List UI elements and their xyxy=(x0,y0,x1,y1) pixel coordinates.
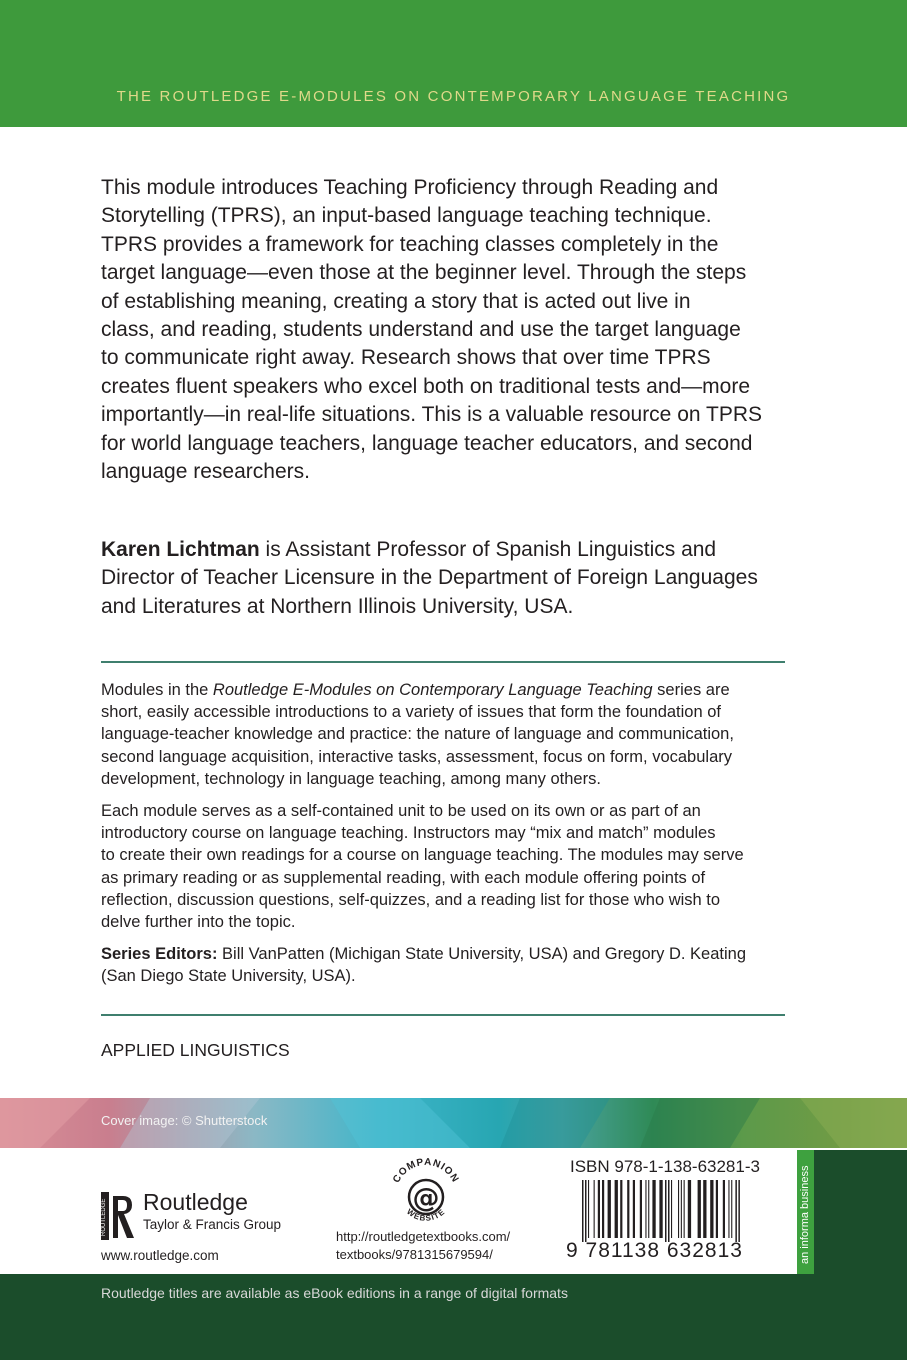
series-name-italic: Routledge E-Modules on Contemporary Language Teaching xyxy=(212,681,653,699)
series-line: reflection, discussion questions, self-quizzes, and a reading list for those who wish to xyxy=(101,890,721,909)
barcode-bar xyxy=(688,1180,691,1238)
barcode-bar xyxy=(633,1180,635,1238)
barcode-bar xyxy=(716,1180,718,1238)
subject-category: APPLIED LINGUISTICS xyxy=(101,1040,290,1060)
barcode-bar xyxy=(728,1180,729,1238)
companion-url[interactable] xyxy=(336,1228,510,1264)
blurb-line: This module introduces Teaching Proficiency through Reading and xyxy=(101,176,719,199)
barcode-bar xyxy=(731,1180,732,1238)
barcode-bar xyxy=(710,1180,713,1238)
blurb-line: creates fluent speakers who excel both on traditional tests and—more xyxy=(101,374,751,398)
barcode-bar xyxy=(668,1180,670,1242)
barcode-digits: 9 781138 632813 xyxy=(566,1239,743,1262)
companion-url-line: textbooks/9781315679594/ xyxy=(336,1247,493,1262)
series-line: language-teacher knowledge and practice: the nature of language and communication, xyxy=(101,725,734,744)
series-line: Each module serves as a self-contained unit to be used on its own or as part of an xyxy=(101,802,701,821)
divider-rule xyxy=(101,1014,785,1016)
companion-website-badge xyxy=(386,1157,466,1229)
barcode-bar xyxy=(615,1180,618,1238)
series-editors xyxy=(101,943,801,987)
publisher-url[interactable]: www.routledge.com xyxy=(101,1248,219,1263)
author-line xyxy=(101,536,801,564)
blurb-line: of establishing meaning, creating a story that is acted out live in xyxy=(101,289,691,313)
barcode-bar xyxy=(659,1180,662,1238)
blurb-line: language researchers. xyxy=(101,460,310,484)
series-line: second language acquisition, interactive tasks, assessment, focus on form, vocabulary xyxy=(101,747,732,766)
routledge-r-icon xyxy=(101,1192,135,1240)
blurb-line: for world language teachers, language teacher educators, and second xyxy=(101,431,753,455)
barcode-bar xyxy=(598,1180,600,1238)
author-line-text: is Assistant Professor of Spanish Linguistics and xyxy=(259,538,717,561)
barcode-bar xyxy=(681,1180,682,1238)
author-line: and Literatures at Northern Illinois University, USA. xyxy=(101,594,574,618)
author-bio xyxy=(101,536,801,621)
series-line: delve further into the topic. xyxy=(101,913,296,932)
logo-vertical-text: ROUTLEDGE xyxy=(101,1198,107,1236)
series-line xyxy=(101,679,801,701)
series-title: THE ROUTLEDGE E-MODULES ON CONTEMPORARY LANGUAGE TEACHING xyxy=(116,88,791,105)
blurb-line: TPRS provides a framework for teaching classes completely in the xyxy=(101,232,719,256)
barcode-bar xyxy=(640,1180,642,1238)
barcode-bar xyxy=(620,1180,622,1238)
series-line: development, technology in language teaching, among many others. xyxy=(101,769,601,788)
isbn-label: ISBN 978-1-138-63281-3 xyxy=(570,1157,760,1176)
series-line: as primary reading or as supplemental reading, with each module offering points of xyxy=(101,868,706,887)
barcode-bar xyxy=(594,1180,595,1238)
informa-business-text: an informa business xyxy=(799,1165,811,1264)
series-line-text: series are xyxy=(652,681,730,699)
blurb-line: importantly—in real-life situations. This is a valuable resource on TPRS xyxy=(101,403,763,427)
barcode-bar xyxy=(608,1180,611,1238)
barcode-bar xyxy=(582,1180,584,1242)
editors-text: Bill VanPatten (Michigan State University, USA) and Gregory D. Keating xyxy=(217,945,747,964)
at-symbol-icon: @ xyxy=(412,1183,440,1214)
top-header-band xyxy=(0,0,907,127)
series-paragraph xyxy=(101,800,801,933)
barcode-bar xyxy=(671,1180,672,1238)
barcode-bar xyxy=(645,1180,646,1238)
companion-top-text: COMPANION xyxy=(391,1157,461,1185)
barcode-bar xyxy=(652,1180,655,1238)
barcode-bar xyxy=(698,1180,701,1238)
publisher-name: Routledge xyxy=(143,1189,248,1215)
barcode-bar xyxy=(665,1180,667,1242)
cover-image-credit: Cover image: © Shutterstock xyxy=(101,1113,268,1128)
routledge-logo xyxy=(101,1189,321,1242)
series-paragraph xyxy=(101,679,801,790)
blurb-line: target language—even those at the beginner level. Through the steps xyxy=(101,261,747,285)
barcode-bar xyxy=(602,1180,604,1238)
publisher-group: Taylor & Francis Group xyxy=(143,1217,282,1232)
barcode-bar xyxy=(585,1180,587,1242)
barcode-bar xyxy=(684,1180,685,1238)
series-line-text: Modules in the xyxy=(101,681,213,699)
companion-bottom-text: WEBSITE xyxy=(405,1207,447,1223)
barcode-bar xyxy=(648,1180,649,1238)
blurb-line: class, and reading, students understand and use the target language xyxy=(101,318,741,342)
series-description xyxy=(101,679,801,998)
editors-label: Series Editors: xyxy=(101,945,218,964)
barcode-bar xyxy=(678,1180,679,1238)
editors-line: (San Diego State University, USA). xyxy=(101,967,356,986)
author-line: Director of Teacher Licensure in the Department of Foreign Languages xyxy=(101,566,758,590)
barcode-bar xyxy=(723,1180,725,1238)
blurb-line: to communicate right away. Research shows that over time TPRS xyxy=(101,346,711,370)
series-line: introductory course on language teaching. Instructors may “mix and match” modules xyxy=(101,824,716,843)
author-name: Karen Lichtman xyxy=(101,538,260,561)
series-line: short, easily accessible introductions to a variety of issues that form the foundation of xyxy=(101,703,721,722)
editors-line xyxy=(101,943,801,965)
barcode-bar xyxy=(738,1180,740,1242)
barcode-bar xyxy=(588,1180,589,1238)
blurb-line: Storytelling (TPRS), an input-based language teaching technique. xyxy=(101,204,712,228)
companion-url-line: http://routledgetextbooks.com/ xyxy=(336,1229,511,1244)
barcode-bar xyxy=(735,1180,737,1242)
series-line: to create their own readings for a course on language teaching. The modules may serve xyxy=(101,846,744,865)
book-blurb xyxy=(101,174,801,486)
ebook-availability-note: Routledge titles are available as eBook editions in a range of digital formats xyxy=(101,1285,568,1301)
divider-rule xyxy=(101,661,785,663)
barcode-bar xyxy=(627,1180,629,1238)
isbn-barcode xyxy=(580,1180,787,1242)
barcode-bar xyxy=(703,1180,706,1238)
